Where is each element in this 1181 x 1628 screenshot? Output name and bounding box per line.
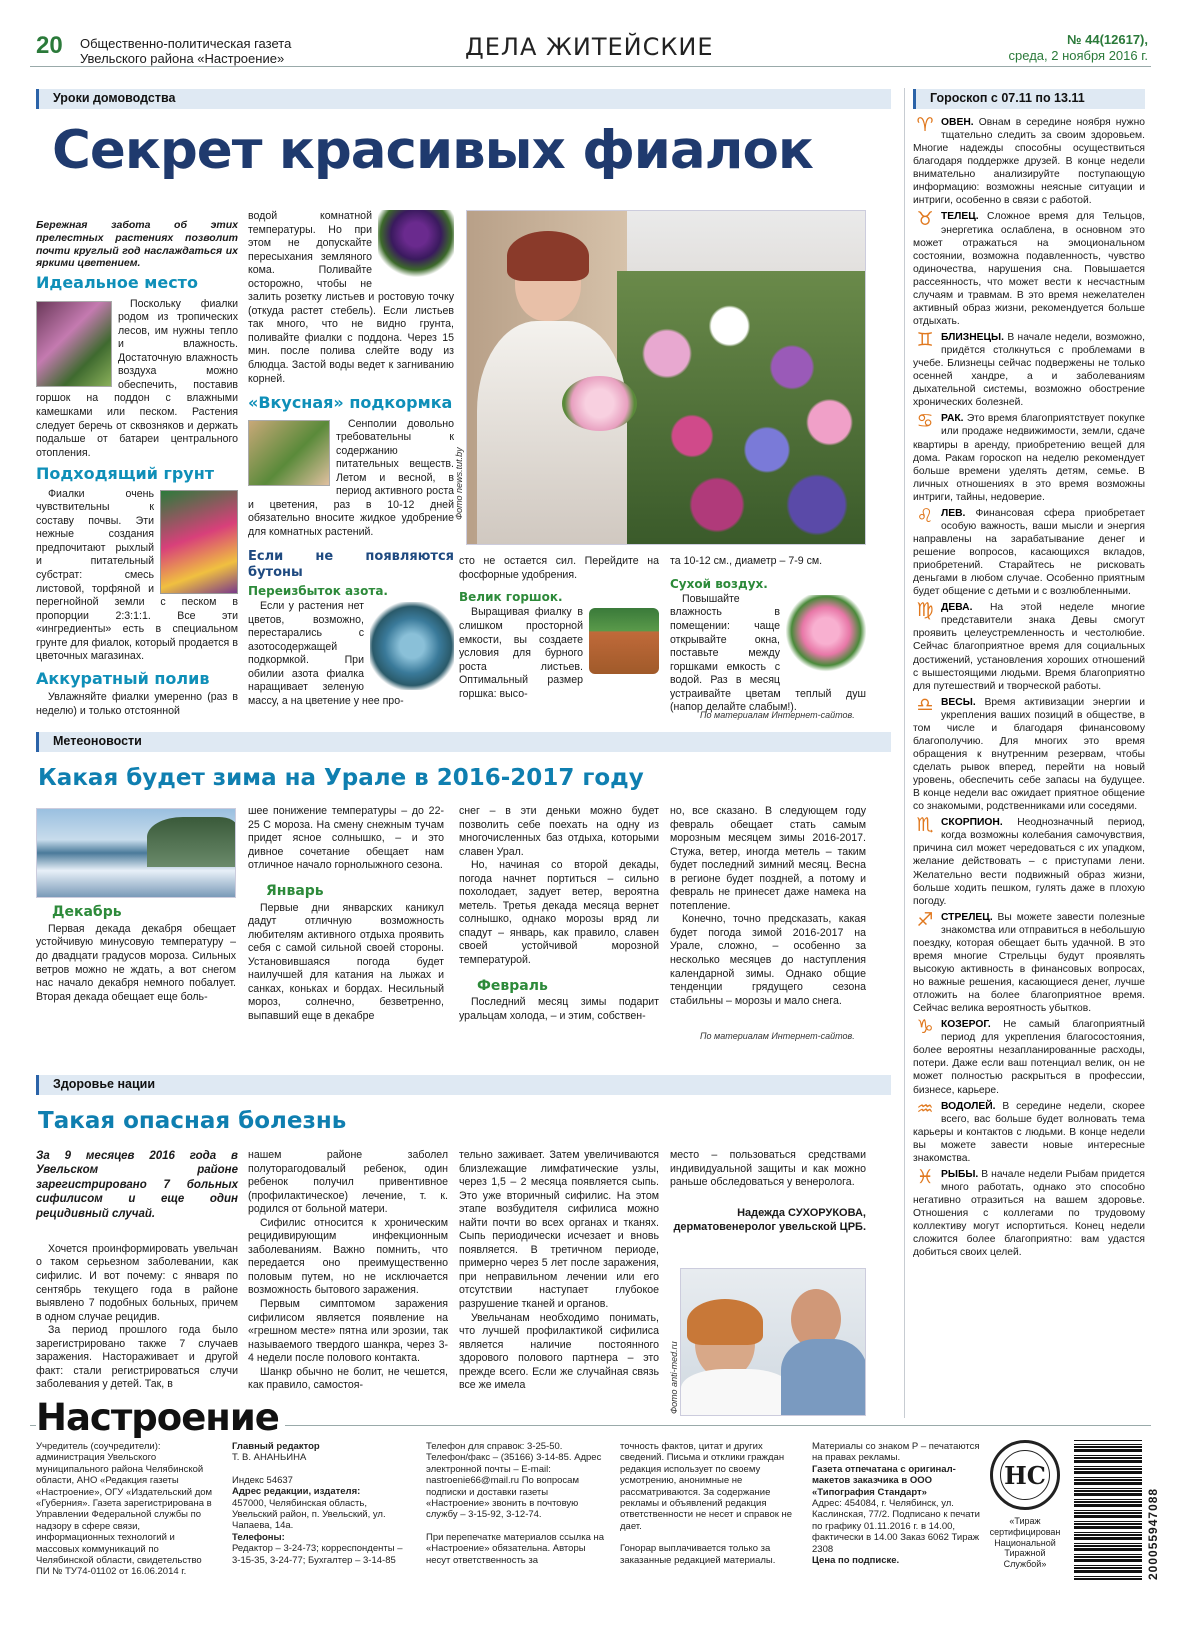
horoscope-sign xyxy=(913,507,1145,598)
photo-credit-violets: Фото news.tut.by xyxy=(454,447,464,520)
heading-soil: Подходящий грунт xyxy=(36,464,215,484)
health-lead: За 9 месяцев 2016 года в Увельском районе зарегистрировано 7 больных сифилисом и еще один рецидивный случай. xyxy=(36,1150,238,1220)
health-title: Такая опасная болезнь xyxy=(38,1108,347,1134)
horoscope-sign xyxy=(913,911,1145,1016)
doctor-photo xyxy=(680,1268,866,1416)
sign-text: На этой неделе многие представители знака Девы смогут проявить целеустремленность и честолюбие. Сейчас благоприятное время для социальных достижений, установления хороших отношений с вышестоящими людьми. Время благоприятно для путешествий и творческой работы. xyxy=(913,602,1145,692)
health-col4 xyxy=(670,1149,866,1234)
weather-col4a: но, все сказано. В следующем году февраль обещает стать самым морозным месяцем зимы 2016-2017. Стужа, ветер, иногда метель – таким будет последний зимний месяц. Весна в регионе будет поздней, а потому и февраль не принесет даже намека на потепление. xyxy=(670,805,866,912)
zodiac-icon: ♐ xyxy=(916,909,934,931)
paper-line1: Общественно-политическая газета xyxy=(80,36,292,51)
heading-feed: «Вкусная» подкормка xyxy=(248,393,453,413)
pot-text: Выращивая фиалку в слишком просторной емкости, вы создаете условия для бурного роста листьев. Оптимальный размер горшка: высо- xyxy=(459,606,583,700)
violets-col1 xyxy=(36,219,238,718)
phones-text: Редактор – 3-24-73; корреспонденты – 3-15-35, 3-24-77; Бухгалтер – 3-14-85 xyxy=(232,1543,403,1566)
zodiac-icon: ♎ xyxy=(916,694,934,716)
weather-source: По материалам Интернет-сайтов. xyxy=(700,1031,855,1041)
weather-col4b: Конечно, точно предсказать, какая будет погода зимой 2016-2017 на Урале, сложно, – особенно за несколько месяцев до наступления календарной зимы. Однако общие тенденции грядущего сезона стабильны – морозы и мало снега. xyxy=(670,913,866,1007)
sign-name: ЛЕВ. xyxy=(941,507,966,519)
heading-air: Сухой воздух. xyxy=(670,576,768,591)
place-text: Поскольку фиалки родом из тропических лесов, им нужны тепло и влажность. Достаточную влажность воздуха можно обеспечить, поставив горшок на поддон с влажными камешками или песком. Растения следует беречь от сквозняков и держать подальше от батареи центрального отопления. xyxy=(36,297,238,459)
horoscope-sign xyxy=(913,1100,1145,1165)
horoscope-sign xyxy=(913,816,1145,907)
section-title: ДЕЛА ЖИТЕЙСКИЕ xyxy=(465,33,714,61)
health-col1-text: Хочется проинформировать увельчан о таком серьезном заболевании, как сифилис. И вот почему: с января по сентябрь текущего года в районе выявлено 7 подобных больных, причем в одном случае рецидив. xyxy=(36,1242,238,1323)
address-label: Адрес редакции, издателя: xyxy=(232,1486,361,1498)
sign-text: Время активизации энергии и укрепления ваших позиций в обществе, в том числе и благодаря финансовому благополучию. Для многих это время обращения к внутренним резервам, чтобы сделать рывок вперед, перейти на новый уровень, обеспечить себе запасы на будущее. В конце недели вас ожидает приятное общение со знакомыми, родственниками или соседями. xyxy=(913,696,1145,813)
january-text: Первые дни январских каникул дадут отличную возможность любителям активного отдыха проявить себя с самой сильной своей стороны. Установившаяся погода будет наилучшей для катания на лыжах и санках, коньках и бордах. Несильный мороз, солнечно, безветренно, выпавший еще в декабре xyxy=(248,901,444,1023)
horoscope-sign xyxy=(913,696,1145,814)
zodiac-icon: ♌ xyxy=(916,505,934,527)
health-col2a: нашем районе заболел полуторагодовалый ребенок, один ребенок получил привентивное (профилактическое) лечение, т. к. родился от больной матери. xyxy=(248,1149,448,1216)
newspaper-logo: Настроение xyxy=(36,1396,285,1439)
sign-name: ТЕЛЕЦ. xyxy=(941,211,979,223)
sign-name: СКОРПИОН. xyxy=(941,817,1003,829)
air-photo xyxy=(786,595,866,675)
weather-col3b: Но, начиная со второй декады, погода начнет портиться – сильно похолодает, задует ветер, вероятна метель. Третья декада месяца вернет солнышко, однако морозы вряд ли спадут – январь, как правило, славен своей устойчивой морозной температурой. xyxy=(459,859,659,967)
weather-col2 xyxy=(248,805,444,1024)
sign-text: Финансовая сфера приобретает особую важность, ваши мысли и энергия направлены на зарабатывание денег и решение вопросов, касающихся вкладов, приобретений. Старайтесь не рисковать деньгами в любом случае. Особенно приятным будет общение с детьми и с возлюбленными. xyxy=(913,507,1145,598)
certification-seal-icon: НС xyxy=(990,1440,1060,1510)
paper-line2: Увельского района «Настроение» xyxy=(80,51,285,66)
issue-number: № 44(12617), xyxy=(1067,32,1148,47)
sign-name: РЫБЫ. xyxy=(941,1168,979,1180)
health-col1b: За период прошлого года было зарегистрировано также 7 случаев заражения. Настораживает и другой факт: стали регистрироваться случи заболевания у детей. Так, в xyxy=(36,1324,238,1391)
zodiac-icon: ♓ xyxy=(916,1166,934,1188)
lead-text: Бережная забота об этих прелестных растениях позволит почти круглый год наслаждаться их яркими цветением. xyxy=(36,219,238,270)
heading-nitro: Переизбыток азота. xyxy=(248,583,388,598)
phones-label: Телефоны: xyxy=(232,1531,285,1543)
health-col2 xyxy=(248,1149,448,1393)
horoscope-title: Гороскоп с 07.11 по 13.11 xyxy=(913,89,1145,109)
zodiac-icon: ♊ xyxy=(916,330,934,351)
footer-col5b: Газета отпечатана с оригинал-макетов заказчика в ООО «Типография Стандарт» xyxy=(812,1463,956,1498)
heading-water: Аккуратный полив xyxy=(36,668,210,688)
issue-info xyxy=(1009,32,1148,64)
february-text: Последний месяц зимы подарит уральцам холода, – и этим, собствен- xyxy=(459,996,659,1023)
december-text: Первая декада декабря обещает устойчивую минусовую температуру – до двадцати градусов мороза. Сильных ветров можно не ждать, а вот снегом нас начало декабря немного побалует. Вторая декада обещает еще боль- xyxy=(36,922,236,1003)
sign-name: ДЕВА. xyxy=(941,602,973,614)
sign-text: В середине недели, скорее всего, вас больше будет волновать тема карьеры и контактов с людьми. В конце недели вы можете завести новые интересные знакомства. xyxy=(913,1100,1145,1164)
footer-col5d: Цена по подписке. xyxy=(812,1554,900,1566)
barcode xyxy=(1074,1440,1142,1580)
article-title: Секрет красивых фиалок xyxy=(52,120,813,181)
footer-col2 xyxy=(232,1441,408,1566)
health-col4-text: место – пользоваться средствами индивидуальной защиты и как можно раньше обследоваться у венеролога. xyxy=(670,1149,866,1189)
feed-text: Сенполии довольно требовательны к содержанию питательных веществ. Летом и весной, в период активного роста и цветения, раз в 10-12 дней обязательно вносите жидкое удобрение для комнатных растений. xyxy=(248,417,454,538)
footer-col3 xyxy=(426,1441,606,1566)
heading-pot: Велик горшок. xyxy=(459,590,563,605)
woman-with-violets-photo xyxy=(466,210,866,545)
health-col3a: тельно заживает. Затем увеличиваются близлежащие лимфатические узлы, через 1,5 – 2 месяца появляется сыпь. Это уже вторичный сифилис. На этом этапе возбудителя сифилиса можно найти почти во всех органах и тканях. Сыпь периодически исчезает и вновь появляется. В третичном периоде, примерно через 5 лет после заражения, при неправильном лечении или его отсутствии наступает глубокое разрушение тканей и органов. xyxy=(459,1149,659,1311)
violets-col2 xyxy=(248,210,454,708)
zodiac-icon: ♏ xyxy=(916,815,934,837)
nitro-photo xyxy=(370,602,454,690)
horoscope-sign xyxy=(913,210,1145,328)
sign-name: СТРЕЛЕЦ. xyxy=(941,911,993,923)
sign-name: ОВЕН. xyxy=(941,117,974,128)
nitro-text: Если у растения нет цветов, возможно, перестарались с азотосодержащей подкормкой. При обилии азота фиалка наращивает зеленую массу, а на цветение у нее про- xyxy=(248,600,404,707)
pot-photo xyxy=(589,608,659,674)
editor-label: Главный редактор xyxy=(232,1441,320,1452)
health-col2c: Первым симптомом заражения сифилисом является появление на «грешном месте» пятна или эрозии, так называемого твердого шанкра, через 3-4 недели после полового контакта. xyxy=(248,1298,448,1365)
sign-name: ВЕСЫ. xyxy=(941,696,976,708)
sign-text: Это время благоприятствует покупке или продаже недвижимости, земли, сдаче квартиры в аренду, приобретению вещей для дома. Ракам гороскоп на неделю рекомендует больше времени уделять детям, семье. В личных отношениях в это время возможны интриги, тайны, недоверие. xyxy=(913,413,1145,503)
horoscope-sign xyxy=(913,116,1145,207)
footer-col5 xyxy=(812,1441,980,1566)
heading-december: Декабрь xyxy=(52,904,122,920)
weather-col3a: снег – в эти деньки можно будет позволить себе поехать на одну из многочисленных баз отдыха, которыми славен Урал. xyxy=(459,805,659,858)
health-col1 xyxy=(36,1149,238,1392)
zodiac-icon: ♋ xyxy=(916,411,934,433)
horoscope-sign xyxy=(913,412,1145,503)
issue-date: среда, 2 ноября 2016 г. xyxy=(1008,48,1148,63)
horoscope-list xyxy=(913,116,1145,1262)
zodiac-icon: ♉ xyxy=(916,209,934,231)
editor-name: Т. В. АНАНЬИНА xyxy=(232,1452,307,1464)
sign-text: В начале недели Рыбам придется много работать, однако это способно негативно отразиться на вашем здоровье. Отношения с коллегами по трудовому коллективу могут испортиться. Конец недели сложится более благоприятно: вам удастся добиться своих целей. xyxy=(913,1168,1145,1259)
weather-col3 xyxy=(459,805,659,1024)
certification-text: «Тираж сертифицирован Национальной Тиражной Службой» xyxy=(989,1516,1061,1570)
violets-col4 xyxy=(670,555,866,715)
heading-january: Январь xyxy=(266,882,324,899)
author-role: дерматовенеролог увельской ЦРБ. xyxy=(673,1220,866,1233)
sign-text: Вы можете завести полезные знакомства или отправиться в небольшую поездку, которая обещает быть удачной. В это время многие Стрельцы будут проявлять высокую активность в финансовых вопросах, но важные решения, касающиеся денег, лучше отложить на более благоприятное время. Сейчас велика вероятность убытков. xyxy=(913,911,1145,1015)
sign-name: БЛИЗНЕЦЫ. xyxy=(941,332,1004,343)
weather-title: Какая будет зима на Урале в 2016-2017 году xyxy=(38,765,644,791)
ural-winter-photo xyxy=(36,808,236,898)
weather-col2-text: шее понижение температуры – до 22-25 С мороза. На смену снежным тучам придет ясное солнышко, – и это дивное сочетание обещает нам отличное начало горнолыжного сезона. xyxy=(248,805,444,872)
cont-text: сто не остается сил. Перейдите на фосфорные удобрения. xyxy=(459,555,659,581)
horoscope-sign xyxy=(913,1168,1145,1259)
sign-name: РАК. xyxy=(941,413,964,425)
author-name: Надежда СУХОРУКОВА, xyxy=(737,1206,866,1219)
health-col3 xyxy=(459,1149,659,1393)
zodiac-icon: ♈ xyxy=(916,115,934,136)
footer-col4 xyxy=(620,1441,796,1566)
water-text-1: Увлажняйте фиалки умеренно (раз в неделю) и только отстоянной xyxy=(36,691,238,717)
health-col2d: Шанкр обычно не болит, не чешется, как правило, самостоя- xyxy=(248,1365,448,1392)
heading-february: Февраль xyxy=(477,977,548,994)
soil-bag-photo xyxy=(160,490,238,594)
weather-col1 xyxy=(36,904,236,1004)
rubric-bar-weather: Метеоновости xyxy=(36,732,891,752)
soil-text: Фиалки очень чувствительны к составу почвы. Эти нежные создания предпочитают рыхлый и питательный субстрат: смесь листовой, торфяной и перегнойной земли с песком в пропорции 2:3:1:1. Все эти «ингредиенты» есть в специальном грунте для фиалок, который продается в цветочных магазинах. xyxy=(36,487,238,663)
footer-col3a: Телефон для справок: 3-25-50. Телефон/факс – (35166) 3-14-85. Адрес электронной почты – E-mail: nastroenie66@mail.ru По вопросам подписки и доставки газеты «Настроение» звонить в почтовую службу – 3-15-92, 3-12-74. xyxy=(426,1441,602,1521)
sidebar-divider xyxy=(904,88,905,1418)
zodiac-icon: ♍ xyxy=(916,600,934,622)
horoscope-sign xyxy=(913,601,1145,692)
zodiac-icon: ♒ xyxy=(916,1098,934,1120)
violets-col3 xyxy=(459,555,659,701)
water-text-2: водой комнатной температуры. Но при этом не допускайте пересыхания земляного кома. Поливайте осторожно, чтобы не залить розетку листьев и ростовую точку (откуда растет стебель). Если листьев так много, что не видно грунта, поливайте фиалки с поддона. Через 15 мин. после полива слейте воду из блюдца. Застой воды ведет к загниванию корней. xyxy=(248,210,454,385)
sign-text: Не самый благоприятный период для укрепления благосостояния, более вероятны незапланированные расходы, потери. Даже если ваш потенциал велик, он не может полностью раскрыться в профессии, бизнесе, карьере. xyxy=(913,1019,1145,1096)
photo-credit-doctor: Фото anti-med.ru xyxy=(669,1341,679,1414)
paper-name xyxy=(80,36,291,66)
footer-col5a: Материалы со знаком Р – печатаются на правах рекламы. xyxy=(812,1441,980,1464)
address-text: 457000, Челябинская область, Увельский район, п. Увельский, ул. Чапаева, 14а. xyxy=(232,1497,386,1532)
barcode-number: 200055947088 xyxy=(1146,1487,1160,1580)
rubric-bar: Уроки домоводства xyxy=(36,89,891,109)
pot-text-2: та 10-12 см., диаметр – 7-9 см. xyxy=(670,555,823,567)
sign-name: ВОДОЛЕЙ. xyxy=(941,1100,996,1112)
sign-text: В начале недели, возможно, придётся столкнуться с проблемами в учебе. Близнецы сейчас подвержены не только осенней хандре, а и заболеваниям дыхательной системы, возможно обострение хронических болезней. xyxy=(913,332,1145,409)
feed-photo xyxy=(248,420,330,486)
heading-buds: Если не появляются бутоны xyxy=(248,548,454,581)
footer-col4b: Гонорар выплачивается только за заказанные редакцией материалы. xyxy=(620,1543,776,1566)
horoscope-sign xyxy=(913,1018,1145,1096)
page-number: 20 xyxy=(36,32,63,59)
footer-col5c: Адрес: 454084, г. Челябинск, ул. Каслинская, 77/2. Подписано к печати по графику 01.11.2016 г. в 14.00, фактически в 14.00 Заказ 6062 Тираж 2308 xyxy=(812,1497,980,1555)
footer-col4a: точность фактов, цитат и других сведений. Письма и отклики граждан редакция использует по своему усмотрению, анонимные не рассматриваются. За содержание рекламы и объявлений редакция ответственности не несет и справок не дает. xyxy=(620,1441,793,1532)
index-number: Индекс 54637 xyxy=(232,1474,293,1486)
violet-pot-photo xyxy=(378,210,454,280)
sign-name: КОЗЕРОГ. xyxy=(941,1019,991,1031)
health-col3b: Увельчанам необходимо понимать, что лучшей профилактикой сифилиса является наличие постоянного здорового полового партнера – это прежде всего. Если же случайная связь все же имела xyxy=(459,1311,659,1392)
place-photo xyxy=(36,301,112,387)
air-text: Повышайте влажность в помещении: чаще открывайте окна, поставьте между горшками емкость с водой. Раз в месяц устраивайте цветам теплый душ (напор делайте слабым!). xyxy=(670,592,866,714)
author-block xyxy=(670,1206,866,1234)
heading-place: Идеальное место xyxy=(36,273,198,293)
zodiac-icon: ♑ xyxy=(916,1017,934,1039)
footer-col1: Учредитель (соучредители): администрация Увельского муниципального района Челябинской области, АНО «Редакция газеты «Настроение», ОГУ «Издательский дом «Губерния». Газета зарегистрирована в Управлении Федеральной службы по надзору в сфере связи, информационных технологий и массовых коммуникаций по Челябинской области, свидетельство ПИ № ТУ74-01102 от 16.06.2014 г. xyxy=(36,1441,213,1578)
weather-col4 xyxy=(670,805,866,1008)
sign-text: Овнам в середине ноября нужно тщательно следить за своим здоровьем. Многие надежды способны осуществиться благодаря поддержке друзей. В конце недели внимательно анализируйте поступающую информацию: возможны неясные ситуации и интриги, особенно в связи с работой. xyxy=(913,117,1145,207)
footer-col3b: При перепечатке материалов ссылка на «Настроение» обязательна. Авторы несут ответственность за xyxy=(426,1531,605,1566)
sign-text: Сложное время для Тельцов, энергетика ослаблена, в основном это может отражаться на эмоциональном состоянии, возможна подавленность, чувство одиночества, нарушения сна. Повышается рассеянность, что может вести к несчастным случаям и травмам. В это время нежелателен активный образ жизни, рекомендуется больше отдыхать. xyxy=(913,211,1145,327)
health-col2b: Сифилис относится к хроническим рецидивирующим инфекционным заболеваниям. Важно помнить, что передается оно преимущественно половым путем, но не исключается возможность бытового заражения. xyxy=(248,1216,448,1297)
violets-source: По материалам Интернет-сайтов. xyxy=(700,710,855,720)
horoscope-sign xyxy=(913,331,1145,409)
sign-text: Неоднозначный период, когда возможны колебания самочувствия, причина сил может чередоваться с их упадком, желание действовать – с приступами лени. Желательно вести подвижный образ жизни, больше ходить пешком, гулять даже в плохую погоду. xyxy=(913,817,1145,907)
rubric-bar-health: Здоровье нации xyxy=(36,1075,891,1095)
